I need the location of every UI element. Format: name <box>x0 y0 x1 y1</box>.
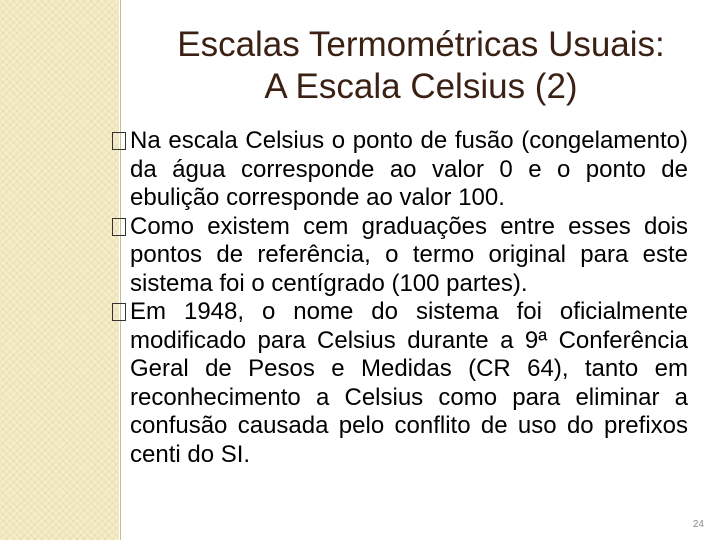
bullet-item <box>112 298 688 469</box>
page-number: 24 <box>692 519 704 530</box>
square-bullet-icon <box>112 218 126 236</box>
slide-title <box>122 24 720 108</box>
title-line-2: A Escala Celsius (2) <box>264 67 578 106</box>
title-line-1: Escalas Termométricas Usuais: <box>177 25 665 64</box>
bullet-text: Em 1948, o nome do sistema foi oficialmente modificado para Celsius durante a 9ª Conferência Geral de Pesos e Medidas (CR 64), tanto em reconhecimento a Celsius como para eliminar a confusão causada pelo conflito de uso do prefixos centi do SI. <box>130 298 688 468</box>
bullet-item <box>112 127 688 213</box>
decorative-side-strip <box>0 0 119 540</box>
square-bullet-icon <box>112 132 126 150</box>
bullet-text: Na escala Celsius o ponto de fusão (congelamento) da água corresponde ao valor 0 e o ponto de ebulição corresponde ao valor 100. <box>130 127 688 211</box>
bullet-text: Como existem cem graduações entre esses dois pontos de referência, o termo original para este sistema foi o centígrado (100 partes). <box>130 212 688 297</box>
bullet-item <box>112 213 688 299</box>
bullet-list <box>112 127 688 469</box>
square-bullet-icon <box>112 303 126 321</box>
